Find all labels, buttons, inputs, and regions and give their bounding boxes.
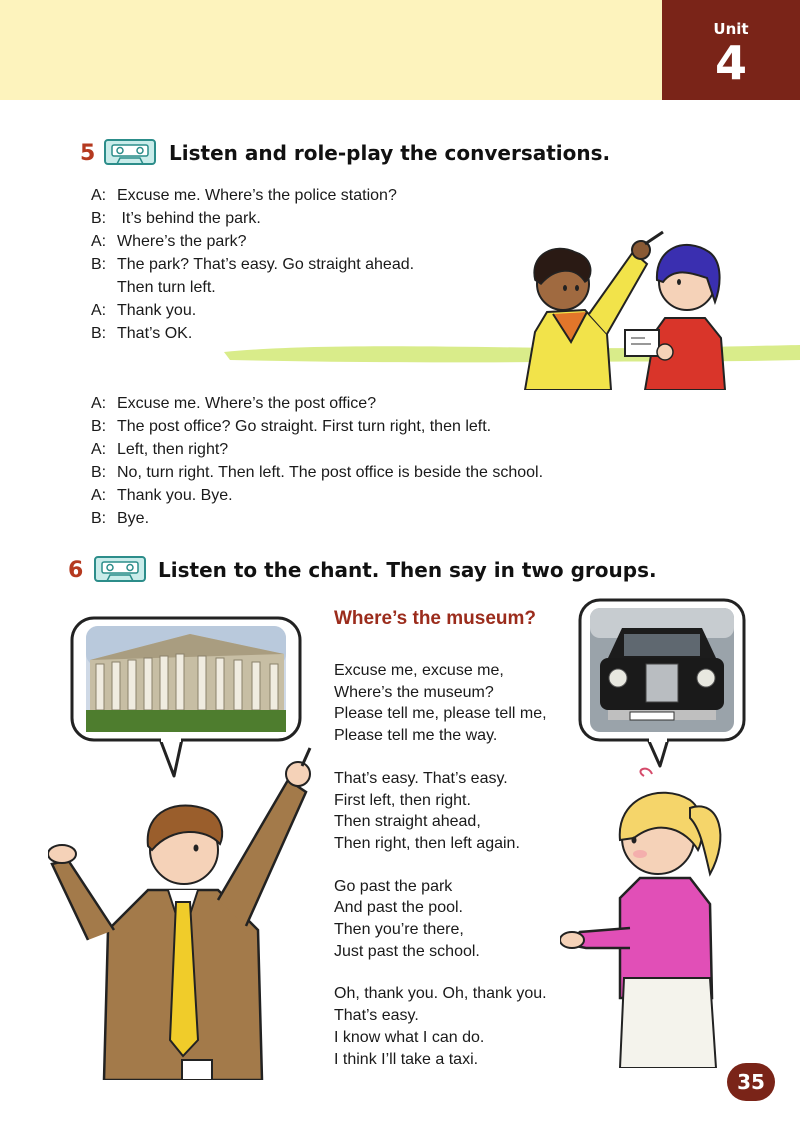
- speaker-label: B:: [91, 325, 107, 342]
- unit-tab: [662, 0, 800, 100]
- dialogue-text: Thank you. Bye.: [117, 487, 233, 504]
- chant-line: I know what I can do.: [334, 1028, 485, 1046]
- dialogue-1: [91, 184, 414, 345]
- chant-stanza: [334, 983, 547, 1070]
- dialogue-text: Excuse me. Where’s the police station?: [117, 187, 397, 204]
- speaker-label: A:: [91, 487, 107, 504]
- section-6-title: Listen to the chant. Then say in two groups.: [158, 558, 657, 582]
- dialogue-text: No, turn right. Then left. The post office is beside the school.: [117, 464, 544, 481]
- speaker-label: A:: [91, 302, 107, 319]
- chant-stanza: [334, 768, 547, 855]
- header-band: [0, 0, 662, 100]
- cassette-tape-icon[interactable]: [93, 555, 147, 583]
- speaker-label: B:: [91, 510, 107, 527]
- chant-line: Just past the school.: [334, 942, 480, 960]
- chant-text: [334, 660, 547, 1091]
- dialogue-line: [91, 184, 414, 207]
- dialogue-text: It’s behind the park.: [117, 210, 261, 227]
- chant-line: First left, then right.: [334, 791, 471, 809]
- unit-label: Unit: [713, 20, 749, 38]
- dialogue-line: [91, 392, 543, 415]
- dialogue-line: [91, 507, 543, 530]
- section-5-number: 5: [80, 141, 96, 166]
- chant-line: That’s easy.: [334, 1007, 419, 1025]
- dialogue-line: [91, 415, 543, 438]
- chant-stanza: [334, 876, 547, 963]
- section-6-number: 6: [68, 558, 84, 583]
- chant-line: Where’s the museum?: [334, 683, 494, 701]
- chant-line: That’s easy. That’s easy.: [334, 769, 508, 787]
- page-number: 35: [727, 1063, 775, 1101]
- speaker-label: B:: [91, 256, 107, 273]
- chant-line: Then right, then left again.: [334, 834, 520, 852]
- chant-line: And past the pool.: [334, 899, 463, 917]
- unit-number: 4: [714, 36, 747, 90]
- dialogue-line: [91, 230, 414, 253]
- cassette-tape-icon[interactable]: [103, 138, 157, 166]
- dialogue-text: Where’s the park?: [117, 233, 247, 250]
- dialogue-line: [91, 461, 543, 484]
- dialogue-text: Bye.: [117, 510, 150, 527]
- dialogue-line: [91, 484, 543, 507]
- dialogue-text: Then turn left.: [117, 279, 216, 296]
- chant-line: Go past the park: [334, 877, 453, 895]
- speaker-label: A:: [91, 187, 107, 204]
- dialogue-text: The post office? Go straight. First turn right, then left.: [117, 418, 492, 435]
- speaker-label: [91, 276, 117, 299]
- taxi-photo-bubble: [578, 598, 748, 788]
- dialogue-line: [91, 438, 543, 461]
- dialogue-2: [91, 392, 543, 530]
- children-pointing-illustration: [515, 222, 735, 390]
- dialogue-text: Left, then right?: [117, 441, 229, 458]
- speaker-label: A:: [91, 233, 107, 250]
- dialogue-line: [91, 299, 414, 322]
- chant-stanza: [334, 660, 547, 747]
- chant-line: Then straight ahead,: [334, 813, 481, 831]
- chant-line: Oh, thank you. Oh, thank you.: [334, 985, 547, 1003]
- dialogue-text: That’s OK.: [117, 325, 193, 342]
- dialogue-text: Thank you.: [117, 302, 197, 319]
- dialogue-line: [91, 276, 414, 299]
- girl-illustration: [560, 778, 760, 1068]
- chant-line: Excuse me, excuse me,: [334, 662, 504, 679]
- speaker-label: B:: [91, 210, 107, 227]
- dialogue-line: [91, 207, 414, 230]
- chant-line: I think I’ll take a taxi.: [334, 1050, 479, 1068]
- dialogue-text: The park? That’s easy. Go straight ahead.: [117, 256, 415, 273]
- section-5-title: Listen and role-play the conversations.: [169, 141, 611, 165]
- speaker-label: B:: [91, 464, 107, 481]
- dialogue-line: [91, 253, 414, 276]
- chant-line: Please tell me, please tell me,: [334, 705, 547, 723]
- man-pointing-illustration: [48, 740, 318, 1080]
- chant-line: Please tell me the way.: [334, 727, 498, 745]
- speaker-label: A:: [91, 395, 107, 412]
- speaker-label: A:: [91, 441, 107, 458]
- chant-line: Then you’re there,: [334, 921, 464, 939]
- speaker-label: B:: [91, 418, 107, 435]
- dialogue-text: Excuse me. Where’s the post office?: [117, 395, 377, 412]
- chant-title: Where’s the museum?: [334, 608, 537, 629]
